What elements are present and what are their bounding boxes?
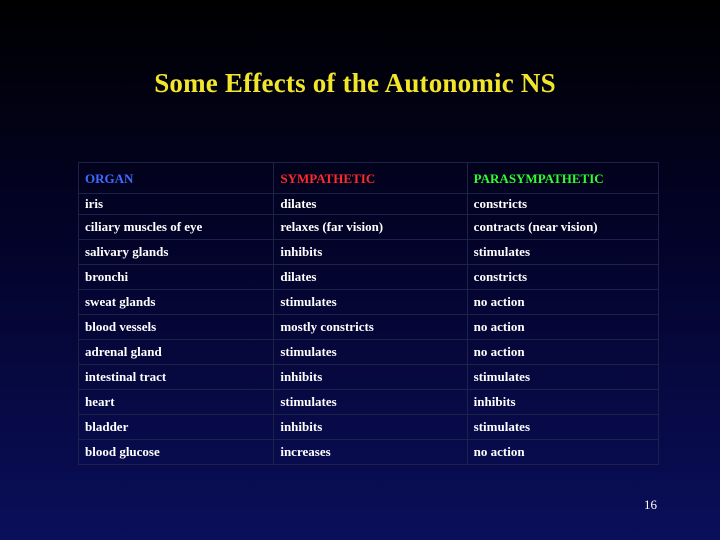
organ-cell: iris [79,194,274,215]
parasympathetic-cell: no action [467,290,658,315]
sympathetic-cell: increases [274,440,467,465]
organ-cell: intestinal tract [79,365,274,390]
organ-cell: adrenal gland [79,340,274,365]
table-row [79,240,659,265]
organ-cell: bronchi [79,265,274,290]
table-row [79,390,659,415]
parasympathetic-cell: stimulates [467,240,658,265]
table-header-row [79,163,659,194]
header-organ: ORGAN [79,163,274,194]
organ-cell: bladder [79,415,274,440]
effects-table [78,162,659,465]
sympathetic-cell: stimulates [274,290,467,315]
parasympathetic-cell: contracts (near vision) [467,215,658,240]
table-row [79,365,659,390]
table-row [79,440,659,465]
header-sympathetic: SYMPATHETIC [274,163,467,194]
sympathetic-cell: stimulates [274,390,467,415]
header-parasympathetic: PARASYMPATHETIC [467,163,658,194]
organ-cell: blood glucose [79,440,274,465]
sympathetic-cell: mostly constricts [274,315,467,340]
parasympathetic-cell: no action [467,315,658,340]
table-row [79,194,659,215]
sympathetic-cell: dilates [274,194,467,215]
parasympathetic-cell: inhibits [467,390,658,415]
parasympathetic-cell: stimulates [467,415,658,440]
table-row [79,265,659,290]
sympathetic-cell: stimulates [274,340,467,365]
organ-cell: sweat glands [79,290,274,315]
sympathetic-cell: relaxes (far vision) [274,215,467,240]
parasympathetic-cell: no action [467,440,658,465]
page-number: 16 [644,497,657,512]
sympathetic-cell: inhibits [274,240,467,265]
table-row [79,340,659,365]
table-row [79,290,659,315]
table-row [79,415,659,440]
slide-title: Some Effects of the Autonomic NS [154,68,556,98]
organ-cell: ciliary muscles of eye [79,215,274,240]
parasympathetic-cell: constricts [467,265,658,290]
sympathetic-cell: inhibits [274,415,467,440]
sympathetic-cell: inhibits [274,365,467,390]
parasympathetic-cell: stimulates [467,365,658,390]
organ-cell: blood vessels [79,315,274,340]
organ-cell: heart [79,390,274,415]
sympathetic-cell: dilates [274,265,467,290]
table-row [79,315,659,340]
table-row [79,215,659,240]
organ-cell: salivary glands [79,240,274,265]
parasympathetic-cell: no action [467,340,658,365]
parasympathetic-cell: constricts [467,194,658,215]
